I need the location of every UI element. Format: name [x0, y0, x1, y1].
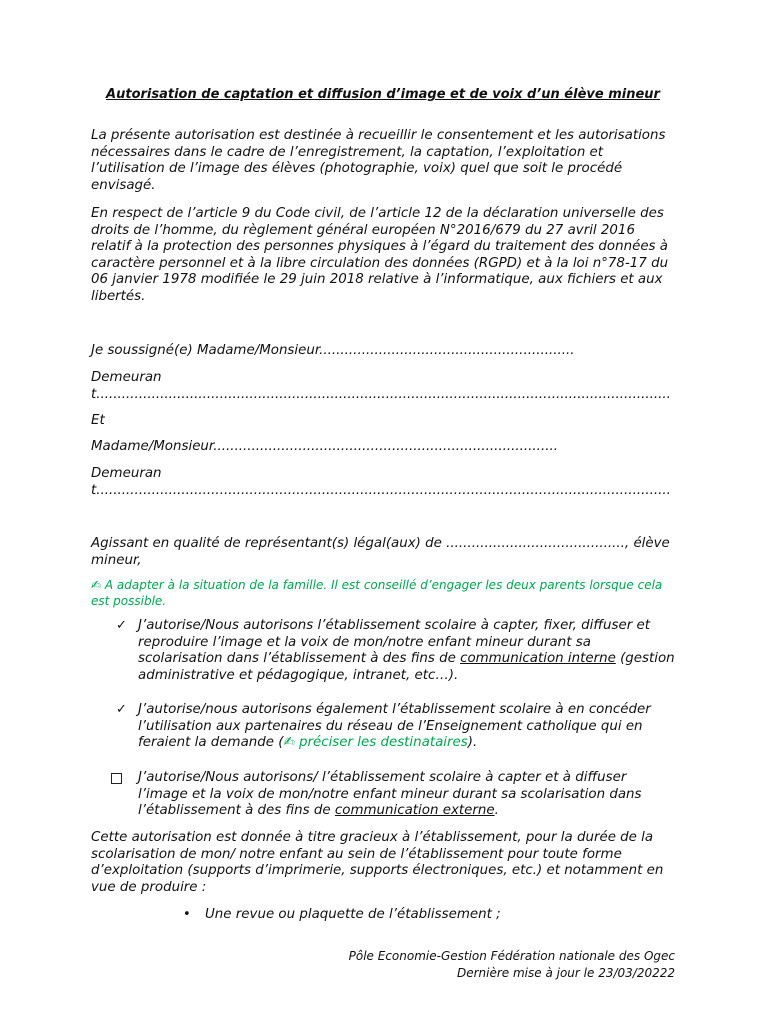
soussigne-field: Je soussigné(e) Madame/Monsieur............................................................ [91, 343, 575, 358]
authorization-partners-text-end: ). [467, 735, 478, 751]
authorization-partners-text: J’autorise/nous autorisons également l’établissement scolaire à en concéder l’utilisation aux partenaires du réseau de l’Enseignement catholique qui en feraient la demande ( [138, 702, 651, 751]
demeurant-field-2: Demeurant....................................................................................................................................... [91, 466, 671, 498]
list-item: Une revue ou plaquette de l’établissement ; [205, 907, 501, 922]
footer-line-2: Dernière mise à jour le 23/03/20222 [456, 966, 675, 980]
adapt-note: ✍ A adapter à la situation de la famille. Il est conseillé d’engager les deux parents lorsque cela est possible. [91, 578, 663, 608]
authorization-external [138, 770, 675, 820]
check-mark-icon: ✓ [116, 702, 127, 717]
demeurant-field-1: Demeurant....................................................................................................................................... [91, 370, 671, 402]
document-title: Autorisation de captation et diffusion d’image et de voix d’un élève mineur [106, 87, 660, 102]
footer-line-1: Pôle Economie-Gestion Fédération nationale des Ogec [348, 949, 675, 963]
authorization-external-text: J’autorise/Nous autorisons/ l’établissement scolaire à capter et à diffuser l’image et la voix de mon/notre enfant mineur durant sa scolarisation dans l’établissement à des fins de [138, 770, 642, 819]
preciser-destinataires-note: ✍ préciser les destinataires [283, 735, 468, 751]
authorization-external-text-end: . [494, 803, 499, 819]
representant-field: Agissant en qualité de représentant(s) légal(aux) de .........................................., élève mineur, [91, 536, 670, 568]
legal-paragraph: En respect de l’article 9 du Code civil, de l’article 12 de la déclaration universelle des droits de l’homme, du règlement général européen N°2016/679 du 27 avril 2016 relatif à la protection des personnes physiques à l’égard du traitement des données à caractère personnel et à la libre circulation des données (RGPD) et à la loi n°78-17 du 06 janvier 1978 modifiée le 29 juin 2018 relative à l’informatique, aux fichiers et aux libertés. [91, 206, 669, 304]
authorization-internal-text: J’autorise/Nous autorisons l’établissement scolaire à capter, fixer, diffuser et reproduire l’image et la voix de mon/notre enfant mineur durant sa scolarisation dans l’établissement à des fins de [138, 618, 650, 667]
check-mark-icon: ✓ [116, 618, 127, 633]
authorization-internal-text-end: (gestion administrative et pédagogique, intranet, etc…). [138, 651, 675, 683]
et-label: Et [91, 413, 105, 428]
intro-paragraph: La présente autorisation est destinée à recueillir le consentement et les autorisations nécessaires dans le cadre de l’enregistrement, la captation, l’exploitation et l’utilisation de l’image des élèves (photographie, voix) quel que soit le procédé envisagé. [91, 128, 666, 193]
authorization-internal [138, 618, 675, 684]
authorization-partners [138, 702, 675, 752]
bullet-icon: • [183, 907, 191, 922]
communication-externe-label: communication externe [334, 803, 495, 819]
external-consent-checkbox[interactable] [111, 773, 122, 784]
madame-monsieur-field: Madame/Monsieur................................................................................. [91, 439, 558, 454]
gratuity-paragraph: Cette autorisation est donnée à titre gracieux à l’établissement, pour la durée de la scolarisation de mon/ notre enfant au sein de l’établissement pour toute forme d’exploitation (supports d’imprimerie, supports électroniques, etc.) et notamment en vue de produire : [91, 830, 664, 895]
communication-interne-label: communication interne [460, 651, 616, 667]
